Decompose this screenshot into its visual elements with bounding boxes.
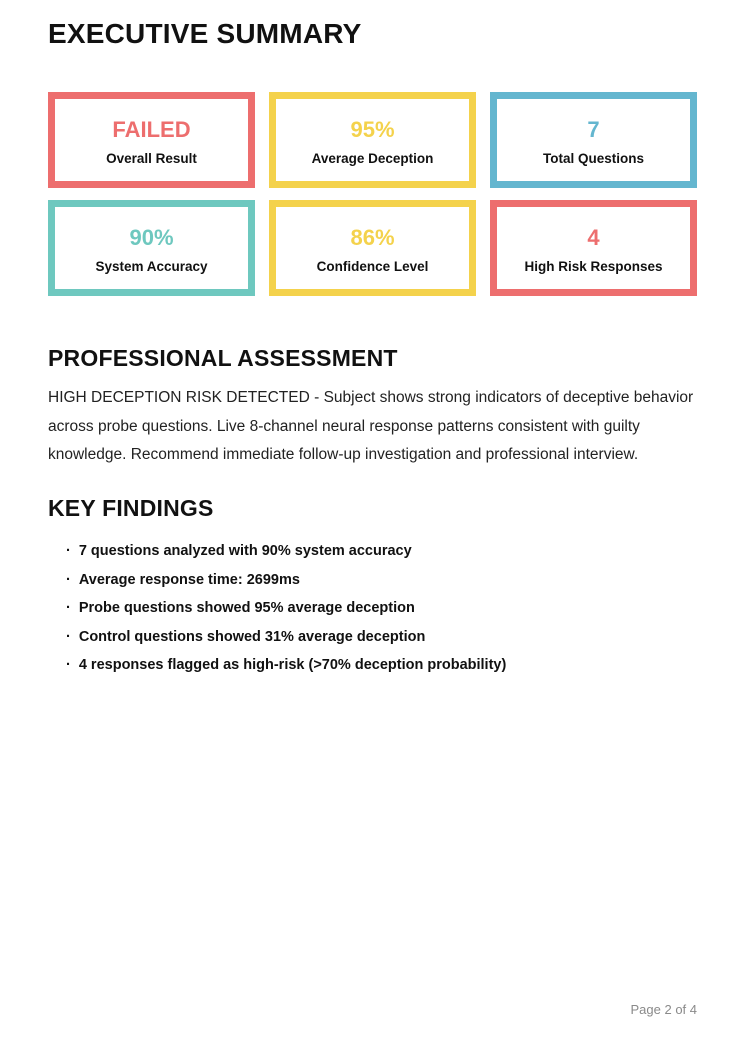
page-footer: Page 2 of 4: [630, 1002, 697, 1017]
professional-assessment-section: [48, 346, 697, 470]
stat-card-confidence-level: [269, 200, 476, 296]
key-finding-text: 7 questions analyzed with 90% system accuracy: [78, 543, 412, 560]
stat-card-overall-result: [48, 92, 255, 188]
key-findings-heading: KEY FINDINGS: [48, 494, 214, 521]
stat-card-high-risk-responses: [490, 200, 697, 296]
stat-label: System Accuracy: [95, 258, 208, 274]
key-finding-item: [66, 651, 697, 679]
bullet-dot: ·: [66, 628, 71, 645]
key-finding-text: Probe questions showed 95% average deception: [78, 600, 415, 617]
key-finding-text: 4 responses flagged as high-risk (>70% deception probability): [78, 656, 507, 673]
key-finding-item: [66, 594, 697, 622]
page-title: EXECUTIVE SUMMARY: [48, 18, 362, 49]
bullet-dot: ·: [66, 543, 71, 560]
stat-value: 90%: [129, 224, 174, 250]
stat-label: Average Deception: [311, 150, 434, 166]
stat-value: FAILED: [112, 116, 191, 142]
stat-label: Overall Result: [106, 150, 197, 166]
stat-value: 95%: [350, 116, 395, 142]
stat-value: 7: [587, 116, 600, 142]
stat-label: Confidence Level: [316, 258, 429, 274]
bullet-dot: ·: [66, 571, 71, 588]
stat-value: 4: [587, 224, 600, 250]
bullet-dot: ·: [66, 656, 71, 673]
stat-card-total-questions: [490, 92, 697, 188]
stat-card-system-accuracy: [48, 200, 255, 296]
professional-assessment-text: HIGH DECEPTION RISK DETECTED - Subject shows strong indicators of deceptive behavior across probe questions. Live 8-channel neural response patterns consistent with guilty knowledge. Recommend immediate follow-up investigation and professional interview.: [48, 389, 694, 464]
stat-value: 86%: [350, 224, 395, 250]
stat-label: High Risk Responses: [524, 258, 663, 274]
stat-label: Total Questions: [542, 150, 644, 166]
key-finding-item: [66, 537, 697, 565]
key-findings-list: [48, 537, 697, 679]
key-finding-text: Average response time: 2699ms: [78, 571, 300, 588]
professional-assessment-heading: PROFESSIONAL ASSESSMENT: [48, 345, 398, 372]
key-finding-text: Control questions showed 31% average deception: [78, 628, 426, 645]
summary-cards-grid: [48, 92, 697, 296]
key-finding-item: [66, 566, 697, 594]
key-findings-section: [48, 496, 697, 679]
bullet-dot: ·: [66, 600, 71, 617]
key-finding-item: [66, 623, 697, 651]
stat-card-average-deception: [269, 92, 476, 188]
